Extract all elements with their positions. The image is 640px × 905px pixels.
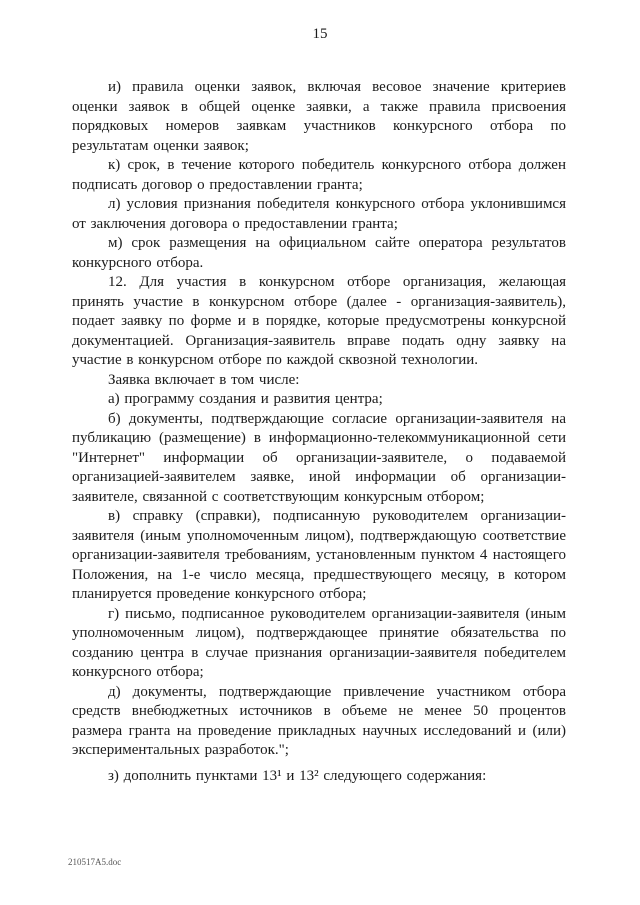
document-filename: 210517A5.doc bbox=[68, 857, 122, 867]
paragraph-item-k: к) срок, в течение которого победитель конкурсного отбора должен подписать договор о предоставлении гранта; bbox=[72, 157, 566, 193]
page-number: 15 bbox=[312, 26, 328, 42]
paragraph-point-12: 12. Для участия в конкурсном отборе организация, желающая принять участие в конкурсном отборе (далее - организация-заявитель), подает заявку по форме и в порядке, которые предусмотрены конкурсной документацией. Организация-заявитель вправе подать одну заявку на участие в конкурсном отборе по каждой сквозной технологии. bbox=[72, 274, 566, 368]
paragraph-item-m: м) срок размещения на официальном сайте оператора результатов конкурсного отбора. bbox=[72, 235, 566, 271]
paragraph-item-l: л) условия признания победителя конкурсного отбора уклонившимся от заключения договора о предоставлении гранта; bbox=[72, 196, 566, 232]
paragraph-item-a: а) программу создания и развития центра; bbox=[108, 391, 383, 407]
document-body bbox=[72, 78, 566, 786]
paragraph-zayavka-intro: Заявка включает в том числе: bbox=[108, 371, 300, 388]
paragraph-item-b: б) документы, подтверждающие согласие организации-заявителя на публикацию (размещение) в информационно-телекоммуникационной сети "Интернет" информации об организации-заявителе, о подаваемой организацией-заявителем заявке, иной информации об организации-заявителе, связанной с соответствующим конкурсным отбором; bbox=[72, 410, 566, 505]
paragraph-item-g: г) письмо, подписанное руководителем организации-заявителя (иным уполномоченным лицом), подтверждающее принятие обязательства по созданию центра в случае признания организации-заявителя победителем конкурсного отбора; bbox=[72, 605, 566, 680]
paragraph-item-v: в) справку (справки), подписанную руководителем организации-заявителя (иным уполномоченным лицом), подтверждающую соответствие организации-заявителя требованиям, установленным пунктом 4 настоящего Положения, на 1-е число месяца, предшествующего месяцу, в котором планируется проведение конкурсного отбора; bbox=[72, 508, 566, 602]
paragraph-item-i: и) правила оценки заявок, включая весовое значение критериев оценки заявок в общей оценке заявки, а также правила присвоения порядковых номеров заявкам участников конкурсного отбора по результатам оценки заявок; bbox=[72, 79, 566, 154]
paragraph-item-d: д) документы, подтверждающие привлечение участником отбора средств внебюджетных источников в объеме не менее 50 процентов размера гранта на проведение прикладных научных исследований и (или) экспериментальных разработок."; bbox=[72, 683, 566, 758]
paragraph-item-z: з) дополнить пунктами 13¹ и 13² следующего содержания: bbox=[108, 767, 487, 784]
